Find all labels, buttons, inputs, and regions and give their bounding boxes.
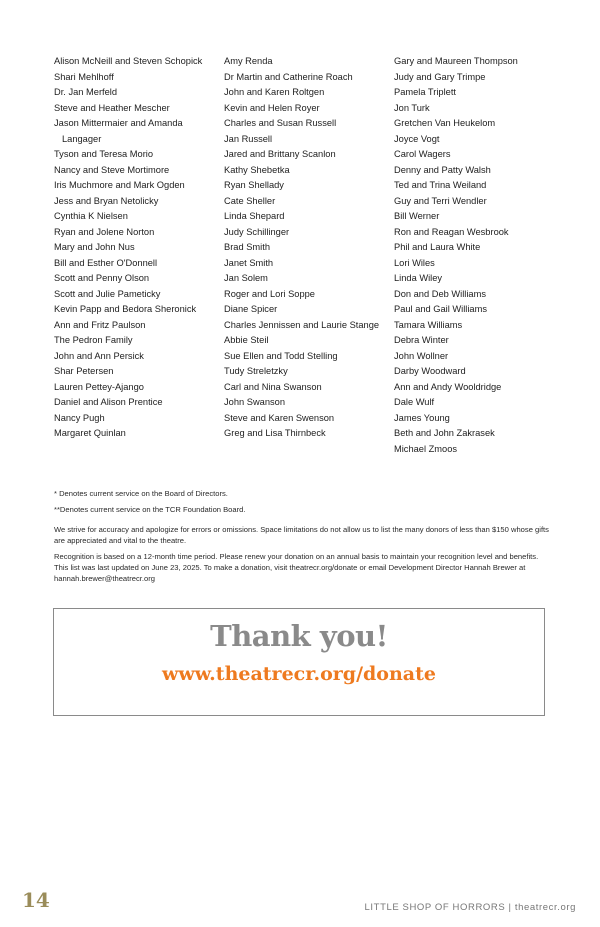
donor-name: Judy and Gary Trimpe xyxy=(394,71,486,82)
donor-name: Ann and Fritz Paulson xyxy=(54,319,146,330)
donor-name: Cynthia K Nielsen xyxy=(54,211,128,221)
donor-name: Michael Zmoos xyxy=(394,443,458,454)
donor-name: Ted and Trina Weiland xyxy=(394,180,487,190)
donor-name: Nancy and Steve Mortimore xyxy=(54,164,170,175)
footer-title: LITTLE SHOP OF HORRORS | theatrecr.org xyxy=(364,902,576,913)
donor-name: John Swanson xyxy=(224,397,285,407)
donor-column-3 xyxy=(394,54,574,457)
donor-name: Iris Muchmore and Mark Ogden xyxy=(54,180,185,190)
donor-name: Kevin Papp and Bedora Sheronick xyxy=(54,304,197,314)
donor-name: Phil and Laura White xyxy=(394,242,481,252)
donor-name: Linda Wiley xyxy=(394,273,443,283)
donor-name: Scott and Julie Pameticky xyxy=(54,288,161,299)
donor-name: Debra Winter xyxy=(394,335,449,345)
donor-name: Denny and Patty Walsh xyxy=(394,164,491,175)
donor-name: Ryan Shellady xyxy=(224,180,284,190)
donor-name: Shar Petersen xyxy=(54,366,114,376)
donor-name: Bill Werner xyxy=(394,211,440,221)
donor-name: Darby Woodward xyxy=(394,366,466,376)
donor-name: Brad Smith xyxy=(224,242,270,252)
donor-name: Dr Martin and Catherine Roach xyxy=(224,71,353,82)
donor-name: Diane Spicer xyxy=(224,304,278,314)
thank-you-box xyxy=(53,608,545,716)
donor-name: Beth and John Zakrasek xyxy=(394,428,495,438)
recognition-note: Recognition is based on a 12-month time period. Please renew your donation on an annual basis to maintain your recognition level and benefits. This list was last updated on June 23, 2025. To make a donation, visit theatrecr.org/donate or email Development Director Hannah Brewer at hannah.brewer@theatrecr.org xyxy=(54,552,539,583)
donor-name: Linda Shepard xyxy=(224,211,285,221)
donor-name: Lori Wiles xyxy=(394,257,435,268)
donor-name: Bill and Esther O'Donnell xyxy=(54,257,158,268)
donor-name: Scott and Penny Olson xyxy=(54,273,150,283)
page-number: 14 xyxy=(22,888,50,912)
donor-name: Margaret Quinlan xyxy=(54,428,126,438)
donor-name: Amy Renda xyxy=(224,56,273,66)
donor-name: Shari Mehlhoff xyxy=(54,71,114,82)
donor-name: Abbie Steil xyxy=(224,335,269,345)
donor-name: Paul and Gail Williams xyxy=(394,304,488,314)
donor-name: John Wollner xyxy=(394,350,449,361)
donor-name: Jason Mittermaier and Amanda Langager xyxy=(54,118,183,144)
donor-name: Judy Schillinger xyxy=(224,226,290,237)
donor-name: Kathy Shebetka xyxy=(224,164,290,175)
donor-name: Jared and Brittany Scanlon xyxy=(224,149,336,159)
donor-name: Roger and Lori Soppe xyxy=(224,288,315,299)
donor-name: Lauren Pettey-Ajango xyxy=(54,381,144,392)
donor-name: Steve and Karen Swenson xyxy=(224,412,335,423)
donor-name: Greg and Lisa Thirnbeck xyxy=(224,428,326,438)
donor-name: Sue Ellen and Todd Stelling xyxy=(224,350,338,361)
donor-name: Jan Solem xyxy=(224,273,268,283)
donor-name: Tyson and Teresa Morio xyxy=(54,149,154,159)
board-note: * Denotes current service on the Board of Directors. xyxy=(54,489,228,498)
donor-name: Pamela Triplett xyxy=(394,87,457,97)
donor-name: John and Ann Persick xyxy=(54,350,144,361)
donor-name: The Pedron Family xyxy=(54,335,133,345)
donor-name: Jon Turk xyxy=(394,102,430,113)
donor-name: Gary and Maureen Thompson xyxy=(394,56,518,66)
donor-name: Ryan and Jolene Norton xyxy=(54,226,155,237)
thank-you-title: Thank you! xyxy=(210,619,388,653)
donor-name: Charles Jennissen and Laurie Stange xyxy=(224,319,380,330)
donor-name: Mary and John Nus xyxy=(54,242,135,252)
donor-name: Carol Wagers xyxy=(394,149,451,159)
donor-name: Daniel and Alison Prentice xyxy=(54,397,163,407)
donor-name: Nancy Pugh xyxy=(54,412,105,423)
donor-name: Tamara Williams xyxy=(394,319,463,330)
donor-name: Ann and Andy Wooldridge xyxy=(394,381,502,392)
foundation-note: **Denotes current service on the TCR Foundation Board. xyxy=(54,505,246,514)
donor-name: James Young xyxy=(394,412,450,423)
donor-name: Kevin and Helen Royer xyxy=(224,102,320,113)
donor-name: Alison McNeill and Steven Schopick xyxy=(54,56,203,66)
donor-column-2 xyxy=(224,54,394,457)
donate-link[interactable]: www.theatrecr.org/donate xyxy=(162,663,436,685)
donor-name: Ron and Reagan Wesbrook xyxy=(394,226,509,237)
donor-name: Cate Sheller xyxy=(224,195,276,206)
donor-name: Dale Wulf xyxy=(394,397,435,407)
donor-name: Dr. Jan Merfeld xyxy=(54,87,118,97)
donor-list xyxy=(54,54,574,457)
donor-name: Charles and Susan Russell xyxy=(224,118,337,128)
donor-name: Tudy Streletzky xyxy=(224,366,288,376)
donor-name: Steve and Heather Mescher xyxy=(54,102,170,113)
donor-name: Gretchen Van Heukelom xyxy=(394,118,496,128)
donor-column-1 xyxy=(54,54,224,457)
donor-name: Guy and Terri Wendler xyxy=(394,195,487,206)
donor-name: Joyce Vogt xyxy=(394,133,440,144)
donor-name: Don and Deb Williams xyxy=(394,288,486,299)
donor-name: John and Karen Roltgen xyxy=(224,87,325,97)
donor-name: Jess and Bryan Netolicky xyxy=(54,195,159,206)
donor-name: Janet Smith xyxy=(224,257,274,268)
footnotes xyxy=(54,488,554,589)
donor-name: Carl and Nina Swanson xyxy=(224,381,322,392)
accuracy-note: We strive for accuracy and apologize for errors or omissions. Space limitations do not allow us to list the many donors of less than $150 whose gifts are appreciated and vital to the theatre. xyxy=(54,525,549,545)
donor-name: Jan Russell xyxy=(224,133,273,144)
